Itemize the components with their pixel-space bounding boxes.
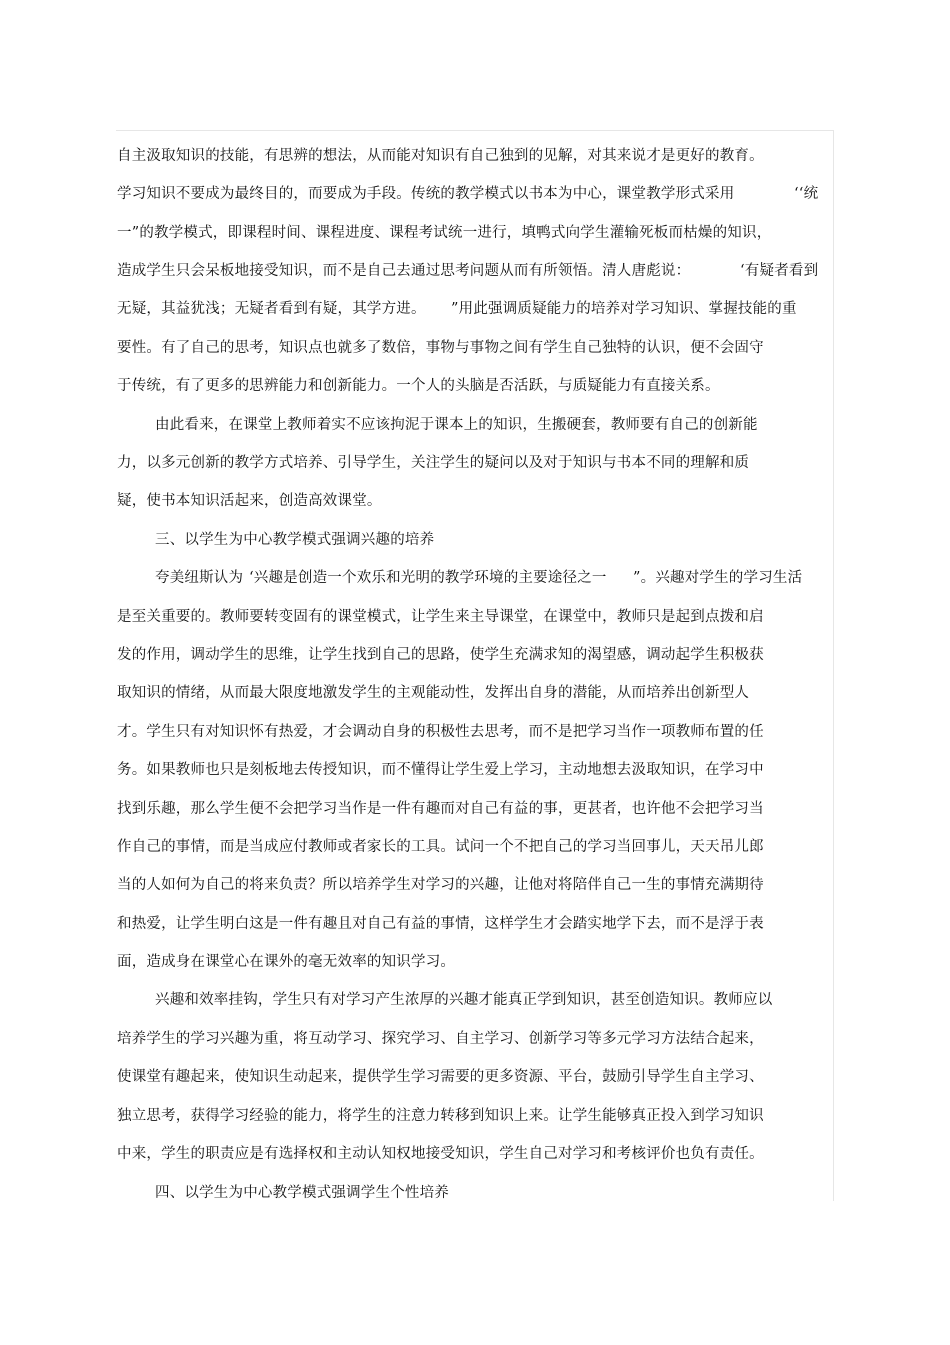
text-line: 找到乐趣，那么学生便不会把学习当作是一件有趣而对自己有益的事，更甚者，也许他不会把学习当: [117, 801, 764, 817]
text-line: 当的人如何为自己的将来负责？所以培养学生对学习的兴趣，让他对将陪伴自己一生的事情充满期待: [117, 877, 764, 893]
text-segment: ‘‘统: [794, 186, 819, 202]
text-line: 务。如果教师也只是刻板地去传授知识，而不懂得让学生爱上学习，主动地想去汲取知识，在学习中: [117, 762, 764, 778]
text-segment: ”用此强调质疑能力的培养对学习知识、掌握技能的重: [451, 301, 797, 317]
text-line: 取知识的情绪，从而最大限度地激发学生的主观能动性，发挥出自身的潜能，从而培养出创新型人: [117, 685, 750, 701]
text-line: 疑，使书本知识活起来，创造高效课堂。: [117, 493, 382, 509]
text-line: 培养学生的学习兴趣为重，将互动学习、探究学习、自主学习、创新学习等多元学习方法结合起来，: [117, 1031, 764, 1047]
text-segment: 学习知识不要成为最终目的，而要成为手段。传统的教学模式以书本为中心，课堂教学形式采用: [117, 186, 735, 202]
text-line: 独立思考，获得学习经验的能力，将学生的注意力转移到知识上来。让学生能够真正投入到学习知识: [117, 1108, 764, 1124]
text-segment: 夸美纽斯认为: [155, 570, 244, 586]
text-segment: 造成学生只会呆板地接受知识，而不是自己去通过思考问题从而有所领悟。清人唐彪说：: [117, 263, 691, 279]
section-heading: 四、以学生为中心教学模式强调学生个性培养: [155, 1185, 449, 1201]
text-line: 兴趣和效率挂钩，学生只有对学习产生浓厚的兴趣才能真正学到知识，甚至创造知识。教师应以: [155, 992, 773, 1008]
text-line: 和热爱，让学生明白这是一件有趣且对自己有益的事情，这样学生才会踏实地学下去，而不是浮于表: [117, 916, 764, 932]
text-line: 使课堂有趣起来，使知识生动起来，提供学生学习需要的更多资源、平台，鼓励引导学生自主学习、: [117, 1069, 764, 1085]
text-segment: ‘兴趣是创造一个欢乐和光明的教学环境的主要途径之一: [249, 570, 607, 586]
text-line: 一”的教学模式，即课程时间、课程进度、课程考试统一进行，填鸭式向学生灌输死板而枯燥的知识，: [117, 225, 772, 241]
text-line: 要性。有了自己的思考，知识点也就多了数倍，事物与事物之间有学生自己独特的认识，便不会固守: [117, 340, 764, 356]
text-segment: ‘有疑者看到: [740, 263, 819, 279]
text-line: 由此看来，在课堂上教师着实不应该拘泥于课本上的知识，生搬硬套，教师要有自己的创新能: [155, 417, 758, 433]
text-segment: 无疑，其益犹浅；无疑者看到有疑，其学方进。: [117, 301, 426, 317]
section-heading: 三、以学生为中心教学模式强调兴趣的培养: [155, 532, 435, 548]
text-line: 作自己的事情，而是当成应付教师或者家长的工具。试问一个不把自己的学习当回事儿，天天吊儿郎: [117, 839, 764, 855]
text-segment: ”。兴趣对学生的学习生活: [633, 570, 803, 586]
text-line: 力，以多元创新的教学方式培养、引导学生，关注学生的疑问以及对于知识与书本不同的理解和质: [117, 455, 750, 471]
text-line: 自主汲取知识的技能，有思辨的想法，从而能对知识有自己独到的见解，对其来说才是更好的教育。: [117, 148, 764, 164]
text-line: 是至关重要的。教师要转变固有的课堂模式，让学生来主导课堂，在课堂中，教师只是起到点拨和启: [117, 609, 764, 625]
text-line: 面，造成身在课堂心在课外的毫无效率的知识学习。: [117, 954, 456, 970]
text-line: 才。学生只有对知识怀有热爱，才会调动自身的积极性去思考，而不是把学习当作一项教师布置的任: [117, 724, 764, 740]
text-line: 中来，学生的职责应是有选择权和主动认知权地接受知识，学生自己对学习和考核评价也负有责任。: [117, 1146, 764, 1162]
text-line: 发的作用，调动学生的思维，让学生找到自己的思路，使学生充满求知的渴望感，调动起学生积极获: [117, 647, 764, 663]
text-line: 于传统，有了更多的思辨能力和创新能力。一个人的头脑是否活跃，与质疑能力有直接关系。: [117, 378, 720, 394]
